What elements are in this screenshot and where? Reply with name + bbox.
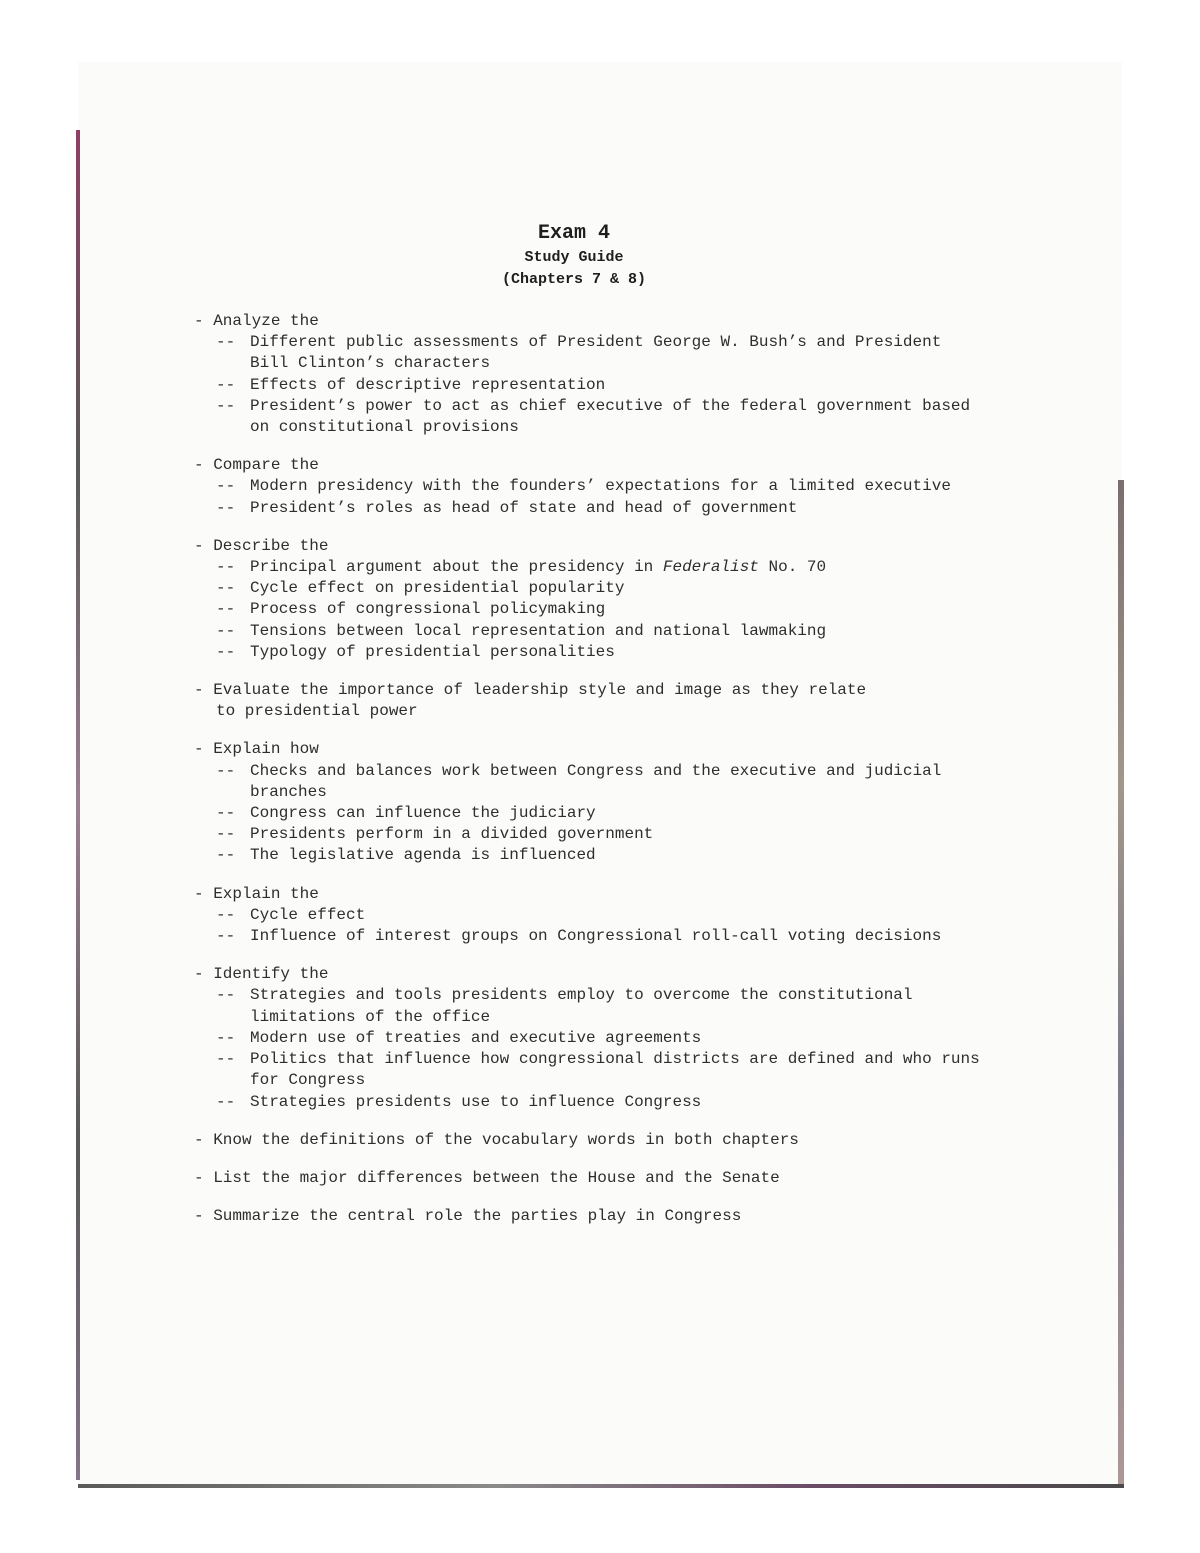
document-title: Exam 4 (537, 222, 610, 245)
list-item-text: President’s roles as head of state and head of government (250, 498, 798, 517)
list-item-text: Strategies and tools presidents employ to overcome the constitutional limitations of the office (250, 986, 913, 1026)
list-item-text: President’s power to act as chief executive of the federal government based on constitutional provisions (250, 396, 971, 437)
document-subtitle: Study Guide (524, 249, 624, 266)
section-evaluate (194, 680, 984, 722)
list-item: -- Tensions between local representation and national lawmaking (216, 621, 984, 642)
list-item-text: The legislative agenda is influenced (250, 846, 596, 865)
list-item-text: Presidents perform in a divided government (250, 825, 654, 844)
list-item: -- Effects of descriptive representation (216, 375, 984, 396)
section-heading: - Analyze the (194, 312, 319, 330)
list-item: -- Process of congressional policymaking (216, 599, 984, 620)
list-item: -- Politics that influence how congressional districts are defined and who runs for Congress (216, 1049, 984, 1091)
list-item: -- President’s roles as head of state and head of government (216, 498, 984, 519)
list-item: -- Modern presidency with the founders’ expectations for a limited executive (216, 476, 984, 497)
list-item: -- President’s power to act as chief executive of the federal government based on constitutional provisions (216, 396, 984, 438)
section-describe (194, 536, 984, 663)
list-item: -- Influence of interest groups on Congressional roll-call voting decisions (216, 926, 984, 947)
section-explain-how (194, 739, 984, 866)
list-item-text: Cycle effect on presidential popularity (250, 579, 625, 598)
list-item-text-wrapper (250, 557, 984, 578)
list-item-text: Cycle effect (250, 905, 366, 924)
section-heading: - Identify the (194, 965, 329, 984)
section-heading-continuation: to presidential power (216, 702, 418, 721)
list-item-text: Different public assessments of President George W. Bush’s and President Bill Clinton’s characters (250, 333, 942, 373)
section-compare (194, 455, 984, 519)
list-item-text: Influence of interest groups on Congressional roll-call voting decisions (250, 927, 942, 946)
section-know (194, 1130, 984, 1151)
list-item-text: Modern use of treaties and executive agreements (250, 1028, 702, 1047)
list-item: -- Strategies presidents use to influence Congress (216, 1092, 984, 1113)
section-heading: - Compare the (194, 456, 319, 475)
paper-right-edge (1118, 480, 1124, 1485)
section-heading: - Explain how (194, 740, 319, 759)
list-item-text: Congress can influence the judiciary (250, 804, 596, 823)
section-explain-the (194, 884, 984, 948)
paper-left-edge (76, 130, 80, 1480)
study-guide-list (194, 311, 984, 1244)
list-item-text: Principal argument about the presidency in (250, 558, 654, 577)
list-item: -- Different public assessments of President George W. Bush’s and President Bill Clinton’s characters (216, 332, 984, 374)
section-heading: - Describe the (194, 536, 329, 555)
list-item: -- Presidents perform in a divided government (216, 824, 984, 845)
list-item-text: Process of congressional policymaking (250, 600, 606, 619)
section-summarize (194, 1206, 984, 1227)
list-item-text: Politics that influence how congressional districts are defined and who runs for Congress (250, 1050, 980, 1090)
section-list (194, 1168, 984, 1189)
federalist-title: Federalist (662, 558, 759, 577)
list-item: -- Congress can influence the judiciary (216, 803, 984, 824)
list-item: -- Cycle effect on presidential popularity (216, 578, 984, 599)
list-item: -- Strategies and tools presidents employ to overcome the constitutional limitations of the office (216, 985, 984, 1027)
list-item-text: Tensions between local representation and national lawmaking (250, 621, 827, 640)
section-heading: - Evaluate the importance of leadership style and image as they relate (194, 681, 867, 700)
federalist-number: No. 70 (768, 558, 827, 577)
list-item-text: Typology of presidential personalities (250, 642, 615, 661)
list-item: -- Modern use of treaties and executive agreements (216, 1028, 984, 1049)
list-item: -- Checks and balances work between Congress and the executive and judicial branches (216, 761, 984, 803)
list-item-text: Strategies presidents use to influence Congress (250, 1092, 702, 1111)
document-chapters: (Chapters 7 & 8) (501, 271, 647, 288)
paper-bottom-edge (78, 1484, 1124, 1488)
section-identify (194, 964, 984, 1112)
section-heading: - Summarize the central role the parties play in Congress (194, 1207, 742, 1226)
list-item: -- Typology of presidential personalities (216, 642, 984, 663)
section-analyze (194, 311, 984, 438)
section-heading: - Explain the (194, 884, 319, 903)
section-heading: - Know the definitions of the vocabulary words in both chapters (194, 1130, 799, 1149)
section-heading: - List the major differences between the House and the Senate (194, 1168, 780, 1187)
list-item-text: Modern presidency with the founders’ expectations for a limited executive (250, 477, 951, 496)
list-item: -- Cycle effect (216, 905, 984, 926)
list-item-text: Effects of descriptive representation (250, 375, 606, 394)
list-item: -- Principal argument about the presidency in Federalist No. 70 (216, 557, 984, 578)
list-item: -- The legislative agenda is influenced (216, 845, 984, 866)
list-item-text: Checks and balances work between Congress and the executive and judicial branches (250, 761, 942, 801)
